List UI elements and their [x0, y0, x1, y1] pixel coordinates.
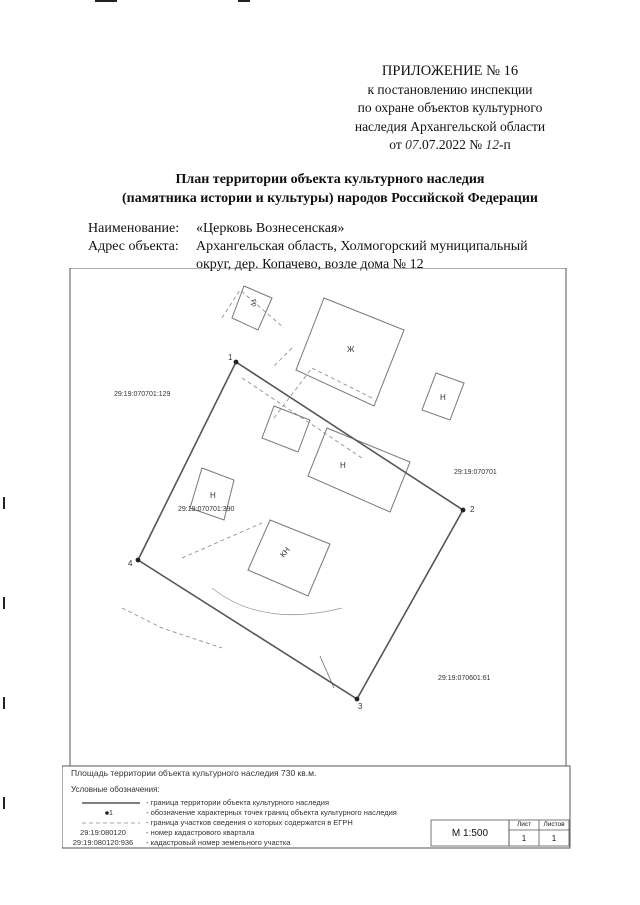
parcel-boundary — [272, 348, 292, 368]
cadastral-label: 29:19:070601:61 — [438, 675, 491, 682]
sheets-label: Листов — [543, 821, 565, 828]
legend-text: - граница участков сведения о которых содержатся в ЕГРН — [146, 818, 353, 827]
title-line-2: (памятника истории и культуры) народов Российской Федерации — [122, 191, 538, 206]
scan-mark — [238, 0, 250, 2]
building-label-kn: КН — [278, 545, 292, 560]
appendix-date-line — [330, 136, 570, 155]
legend-text: - обозначение характерных точек границ объекта культурного наследия — [146, 808, 397, 817]
cadastral-label: 29:19:070701 — [454, 469, 497, 476]
name-label: Наименование: — [88, 221, 180, 236]
name-row — [88, 220, 556, 238]
scan-mark — [3, 597, 5, 609]
parcel-boundary — [242, 378, 362, 458]
building-label-gr: Гр — [248, 298, 258, 308]
building-extra — [262, 406, 310, 452]
scan-mark — [3, 497, 5, 509]
page-title — [40, 170, 620, 208]
site-plan-map — [62, 268, 572, 850]
building-n-center — [308, 428, 410, 512]
building-label-n: Н — [340, 461, 346, 470]
name-value: «Церковь Вознесенская» — [196, 221, 345, 236]
path-arc — [212, 588, 342, 615]
legend-text: - граница территории объекта культурного наследия — [146, 798, 330, 807]
scan-mark — [3, 797, 5, 809]
title-line-1: План территории объекта культурного наследия — [175, 172, 485, 187]
building-label-zh: Ж — [347, 345, 355, 354]
appendix-number: ПРИЛОЖЕНИЕ № 16 — [381, 63, 519, 79]
cadastral-label: 29:19:070701:390 — [178, 506, 235, 513]
date-day-handwritten: 07 — [405, 137, 419, 152]
appendix-line: к постановлению инспекции — [367, 81, 533, 97]
boundary-point-2 — [461, 508, 466, 513]
legend-symbol: 1 — [108, 808, 114, 817]
sheets-total: 1 — [551, 834, 557, 843]
sheet-number: 1 — [521, 834, 527, 843]
object-info — [88, 220, 556, 274]
legend-title: Условные обозначения: — [71, 785, 160, 794]
legend-item — [64, 818, 444, 828]
legend-text: - кадастровый номер земельного участка — [146, 838, 291, 847]
parcel-boundary — [274, 368, 372, 418]
appendix-line: наследия Архангельской области — [354, 118, 546, 134]
cadastral-label: 29:19:070701:129 — [114, 391, 171, 398]
parcel-boundary — [222, 290, 284, 328]
legend-item — [64, 838, 444, 848]
heritage-boundary — [138, 362, 463, 699]
address-label: Адрес объекта: — [88, 239, 179, 254]
boundary-point-3 — [355, 697, 360, 702]
point-label-3: 3 — [358, 702, 363, 711]
legend-item — [64, 808, 444, 818]
appendix-line: по охране объектов культурного — [357, 100, 543, 115]
point-label-2: 2 — [470, 505, 475, 514]
building-label-n: Н — [440, 393, 446, 402]
legend-item — [64, 828, 444, 838]
address-value: Архангельская область, Холмогорский муниципальный округ, дер. Копачево, возле дома № 12 — [196, 239, 528, 272]
point-label-4: 4 — [128, 559, 133, 568]
building-kn — [248, 520, 330, 596]
legend-symbol: 29:19:080120 — [80, 828, 126, 837]
appendix-block — [330, 62, 570, 155]
scale-value: М 1:500 — [451, 827, 489, 839]
date-prefix: от — [389, 137, 402, 152]
boundary-point-4 — [136, 558, 141, 563]
date-rest: .07.2022 № — [418, 137, 483, 152]
sheet-label: Лист — [516, 821, 532, 828]
legend-text: - номер кадастрового квартала — [146, 828, 255, 837]
point-label-1: 1 — [228, 353, 233, 362]
legend-item — [64, 798, 444, 808]
area-note: Площадь территории объекта культурного наследия 730 кв.м. — [71, 768, 317, 778]
number-handwritten: 12 — [485, 137, 499, 152]
scan-mark — [95, 0, 117, 2]
legend-symbol: 29:19:080120:936 — [72, 838, 134, 847]
map-frame — [70, 268, 566, 766]
number-suffix: -п — [499, 137, 511, 152]
parcel-boundary — [122, 608, 222, 648]
scan-mark — [3, 697, 5, 709]
building-label-n: Н — [210, 491, 216, 500]
parcel-boundary — [182, 523, 262, 558]
boundary-point-1 — [234, 360, 239, 365]
